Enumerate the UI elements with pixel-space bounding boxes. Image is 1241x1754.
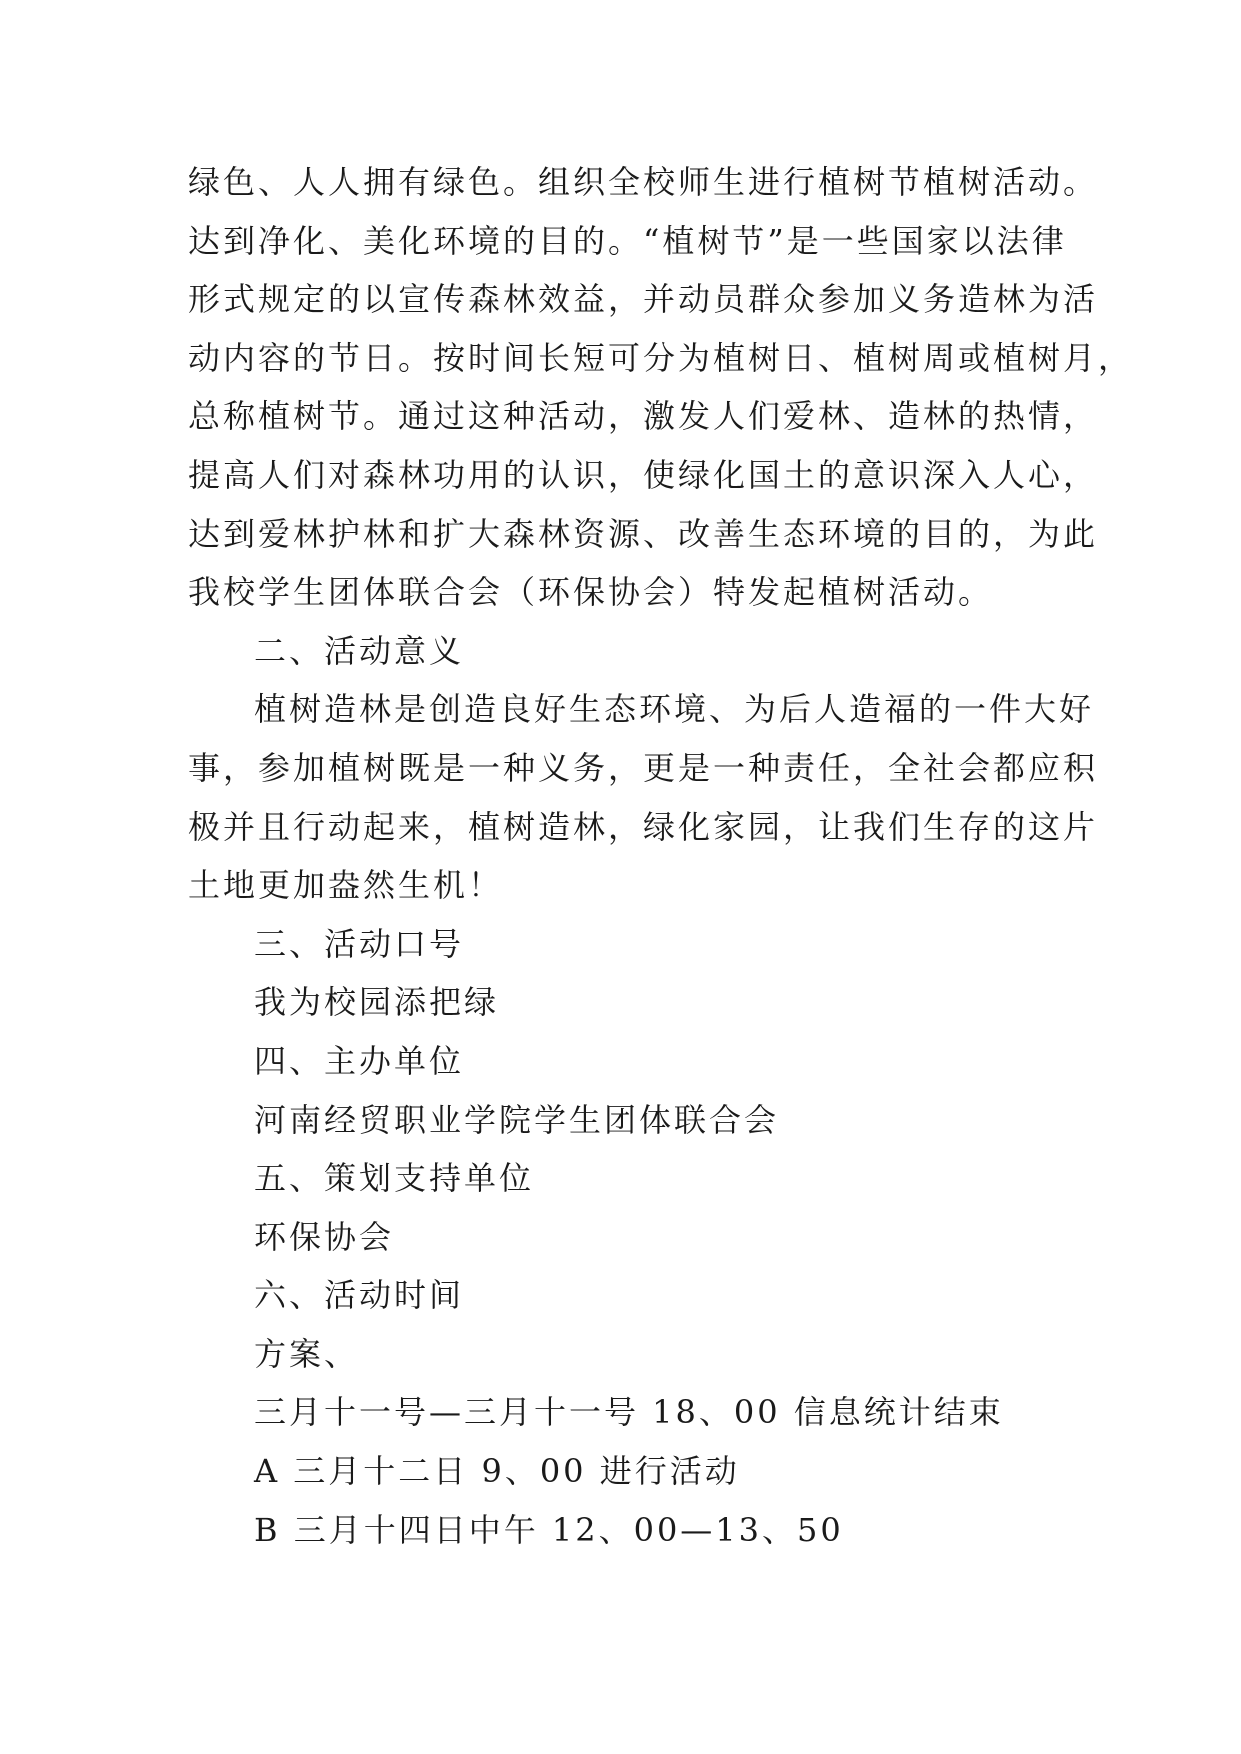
plan-label: 方案、: [254, 1334, 360, 1373]
text-line: 提高人们对森林功用的认识，使绿化国土的意识深入人心，: [188, 455, 1099, 494]
section-heading-significance: 二、活动意义: [254, 631, 465, 670]
schedule-list: [188, 1383, 1068, 1559]
schedule-item: B 三月十四日中午 12、00—13、50: [254, 1510, 844, 1549]
text-line: 土地更加盎然生机！: [188, 866, 504, 905]
document-body: [188, 153, 1134, 1559]
slogan-text: 我为校园添把绿: [254, 983, 500, 1022]
paragraph-significance: [188, 680, 1099, 914]
organizer-text: 河南经贸职业学院学生团体联合会: [254, 1100, 780, 1139]
text-line: 极并且行动起来，植树造林，绿化家园，让我们生存的这片: [188, 807, 1099, 846]
text-line: 植树造林是创造良好生态环境、为后人造福的一件大好: [254, 690, 1095, 729]
text-line: 动内容的节日。按时间长短可分为植树日、植树周或植树月，: [188, 338, 1134, 377]
schedule-item: A 三月十二日 9、00 进行活动: [254, 1452, 740, 1491]
text-line: 绿色、人人拥有绿色。组织全校师生进行植树节植树活动。: [188, 163, 1099, 201]
section-heading-organizer: 四、主办单位: [254, 1041, 465, 1080]
text-line: 形式规定的以宣传森林效益，并动员群众参加义务造林为活: [188, 280, 1099, 319]
section-heading-supporter: 五、策划支持单位: [254, 1159, 535, 1198]
text-line: 达到净化、美化环境的目的。“植树节”是一些国家以法律: [188, 221, 1067, 260]
section-heading-slogan: 三、活动口号: [254, 924, 465, 963]
text-line: 总称植树节。通过这种活动，激发人们爱林、造林的热情，: [188, 397, 1099, 436]
paragraph-intro: [188, 153, 1134, 622]
text-line: 事，参加植树既是一种义务，更是一种责任，全社会都应积: [188, 748, 1099, 787]
schedule-item: 三月十一号—三月十一号 18、00 信息统计结束: [254, 1393, 1004, 1432]
section-heading-time: 六、活动时间: [254, 1276, 465, 1315]
text-line: 达到爱林护林和扩大森林资源、改善生态环境的目的，为此: [188, 514, 1099, 553]
supporter-text: 环保协会: [254, 1217, 395, 1256]
text-line: 我校学生团体联合会（环保协会）特发起植树活动。: [188, 573, 994, 612]
